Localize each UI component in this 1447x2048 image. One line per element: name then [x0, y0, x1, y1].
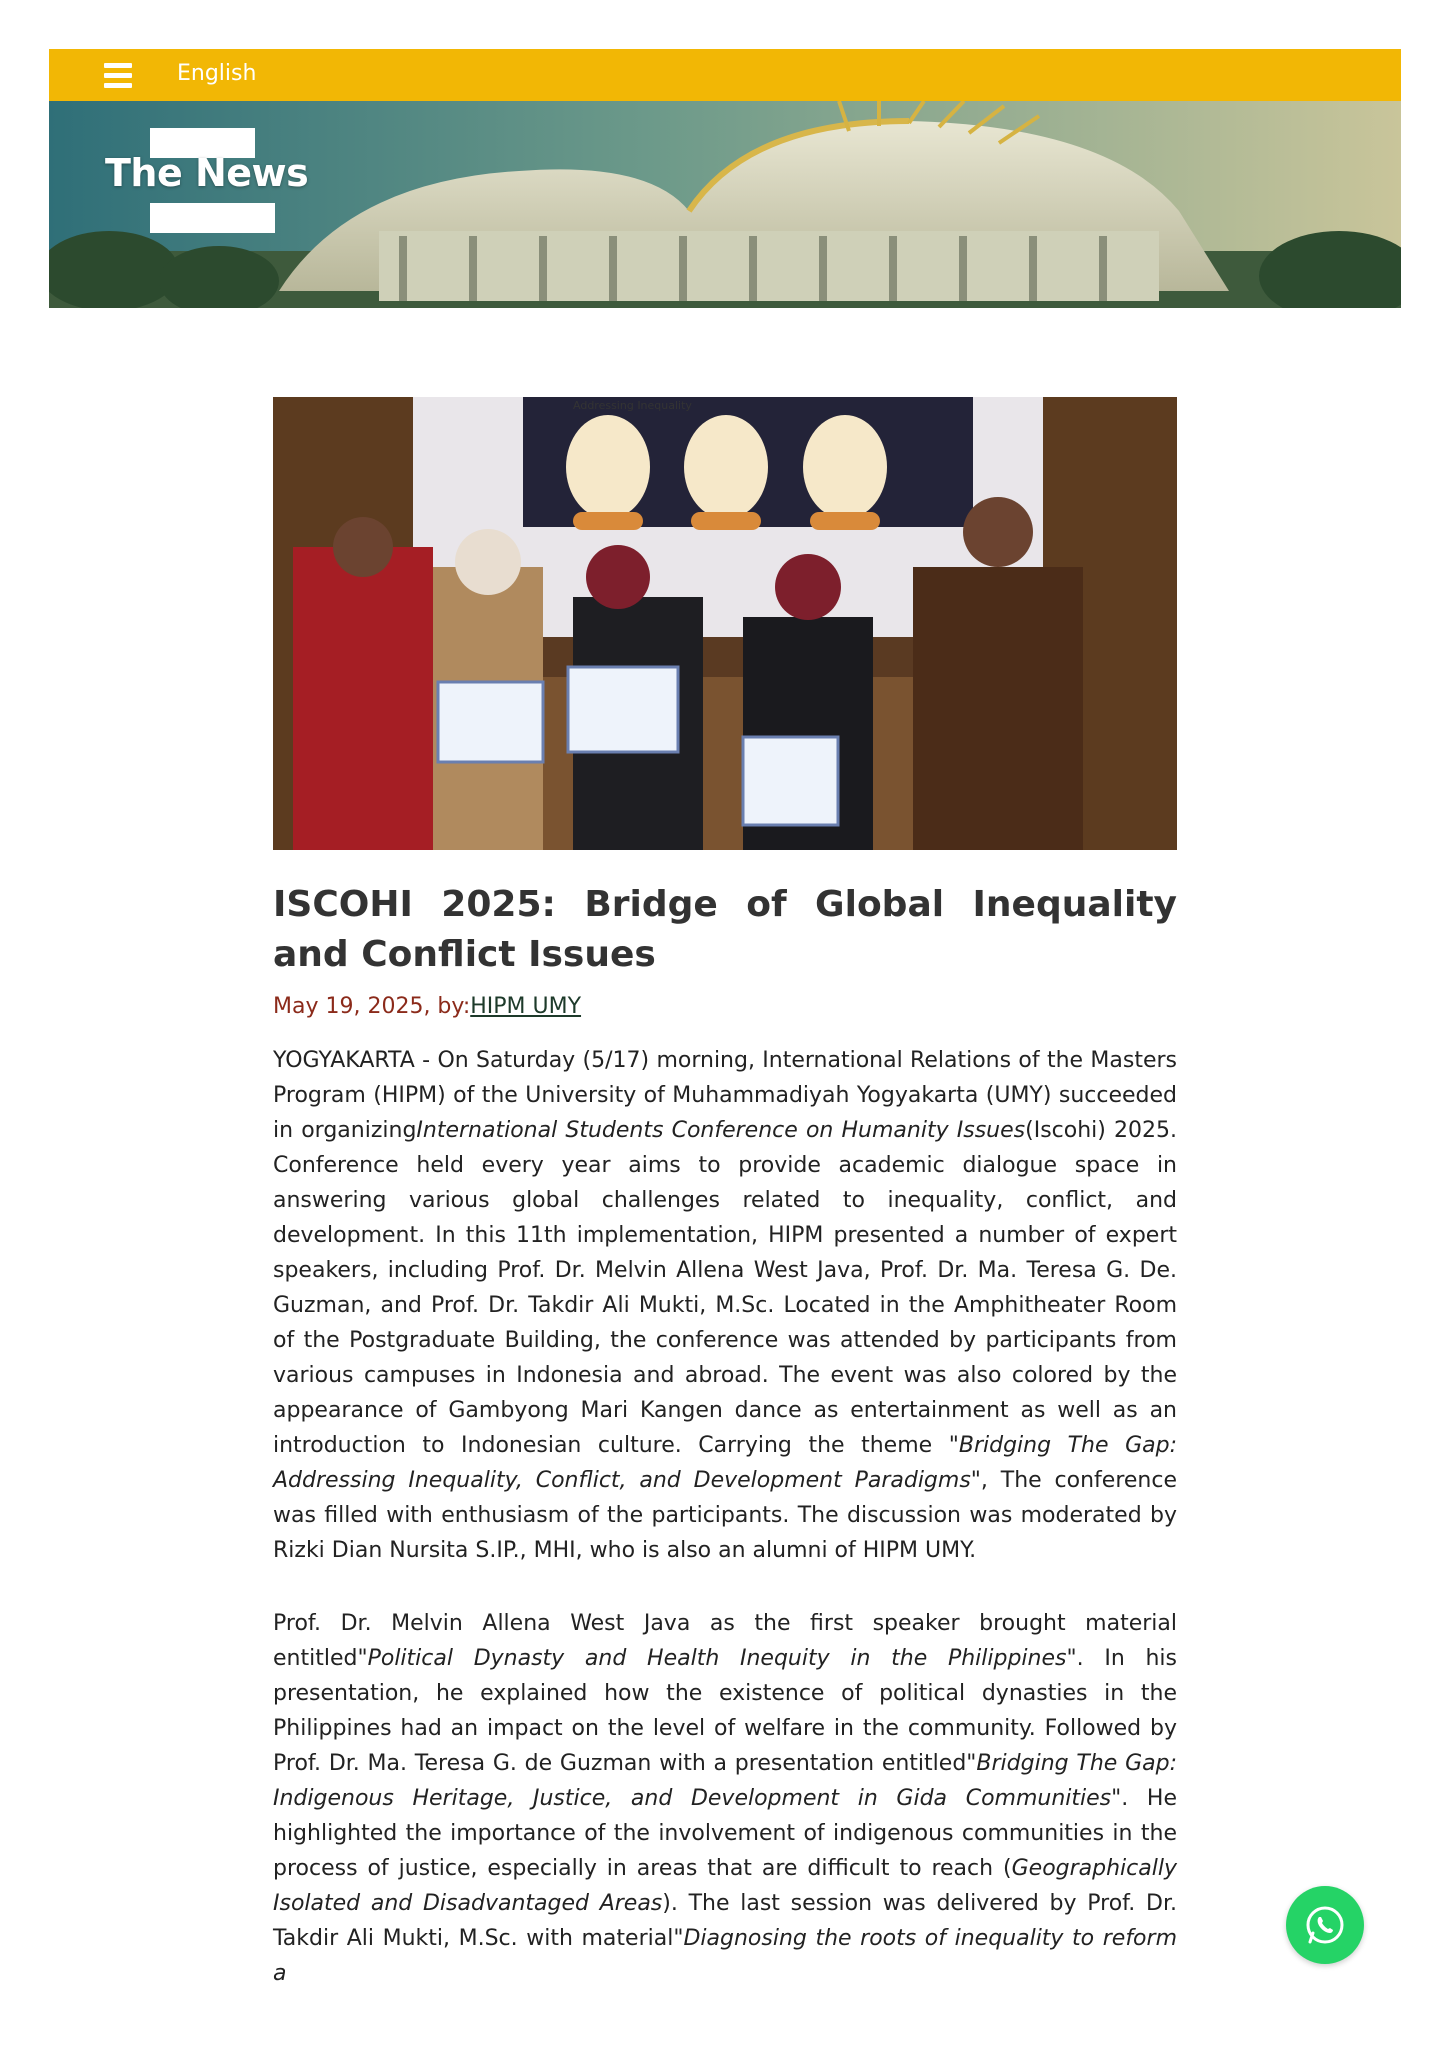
- presentation-title: "Political Dynasty and Health Inequity in the Philippines": [357, 1646, 1077, 1671]
- campus-building-illustration: [49, 101, 1401, 308]
- presentation-title: "Diagnosing the roots of inequality to reform a: [273, 1926, 1177, 1986]
- presentation-title: "Bridging The Gap: Indigenous Heritage, Justice, and Development in Gida Communities": [273, 1751, 1177, 1811]
- paragraph-text: (Iscohi) 2025. Conference held every year aims to provide academic dialogue space in answering various global challenges related to inequality, conflict, and development. In this 11th implementation, HIPM presented a number of expert speakers, including Prof. Dr. Melvin Allena West Java, Prof. Dr. Ma. Teresa G. De. Guzman, and Prof. Dr. Takdir Ali Mukti, M.Sc. Located in the Amphitheater Room of the Postgraduate Building, the conference was attended by participants from various campuses in Indonesia and abroad. The event was also colored by the appearance of Gambyong Mari Kangen dance as entertainment as well as an introduction to Indonesian culture. Carrying the theme ": [273, 1118, 1177, 1458]
- language-selector[interactable]: English: [177, 61, 257, 86]
- article-paragraph-1: [273, 1043, 1177, 1568]
- conference-name: International Students Conference on Humanity Issues: [416, 1118, 1026, 1143]
- article-paragraph-2: [273, 1606, 1177, 1991]
- top-navigation-bar: [49, 49, 1401, 101]
- site-title[interactable]: The News: [105, 151, 309, 195]
- conference-photo: [273, 397, 1177, 850]
- paragraph-text: ). The last session was delivered by Prof. Dr. Takdir Ali Mukti, M.Sc. with material: [273, 1891, 1177, 1951]
- paragraph-text: ", The conference was filled with enthusiasm of the participants. The discussion was moderated by Rizki Dian Nursita S.IP., MHI, who is also an alumni of HIPM UMY.: [273, 1468, 1177, 1563]
- publish-date: May 19, 2025, by:: [273, 994, 471, 1019]
- whatsapp-chat-button[interactable]: [1286, 1886, 1364, 1964]
- header-banner: [49, 101, 1401, 308]
- banner-heading: Addressing Inequality: [573, 399, 692, 412]
- article-title: ISCOHI 2025: Bridge of Global Inequality and Conflict Issues: [273, 884, 1177, 975]
- paragraph-text: YOGYAKARTA - On Saturday (5/17) morning, International Relations of the Masters Program (HIPM) of the University of Muhammadiyah Yogyakarta (UMY) succeeded in organizing: [273, 1048, 1177, 1143]
- conference-theme: Bridging The Gap: Addressing Inequality, Conflict, and Development Paradigms: [273, 1433, 1177, 1493]
- paragraph-text: Prof. Dr. Melvin Allena West Java as the first speaker brought material entitled: [273, 1611, 1177, 1671]
- paragraph-text: . In his presentation, he explained how the existence of political dynasties in the Philippines had an impact on the level of welfare in the community. Followed by Prof. Dr. Ma. Teresa G. de Guzman with a presentation entitled: [273, 1646, 1177, 1776]
- whatsapp-icon: [1305, 1905, 1345, 1945]
- article-featured-image: [273, 397, 1177, 850]
- author-link[interactable]: HIPM UMY: [470, 994, 582, 1019]
- article-meta: [273, 994, 1177, 1019]
- hamburger-menu-icon[interactable]: [104, 61, 132, 89]
- article-body: [273, 880, 1177, 1991]
- area-term: Geographically Isolated and Disadvantaged Areas: [273, 1856, 1177, 1916]
- paragraph-text: . He highlighted the importance of the involvement of indigenous communities in the process of justice, especially in areas that are difficult to reach (: [273, 1786, 1177, 1881]
